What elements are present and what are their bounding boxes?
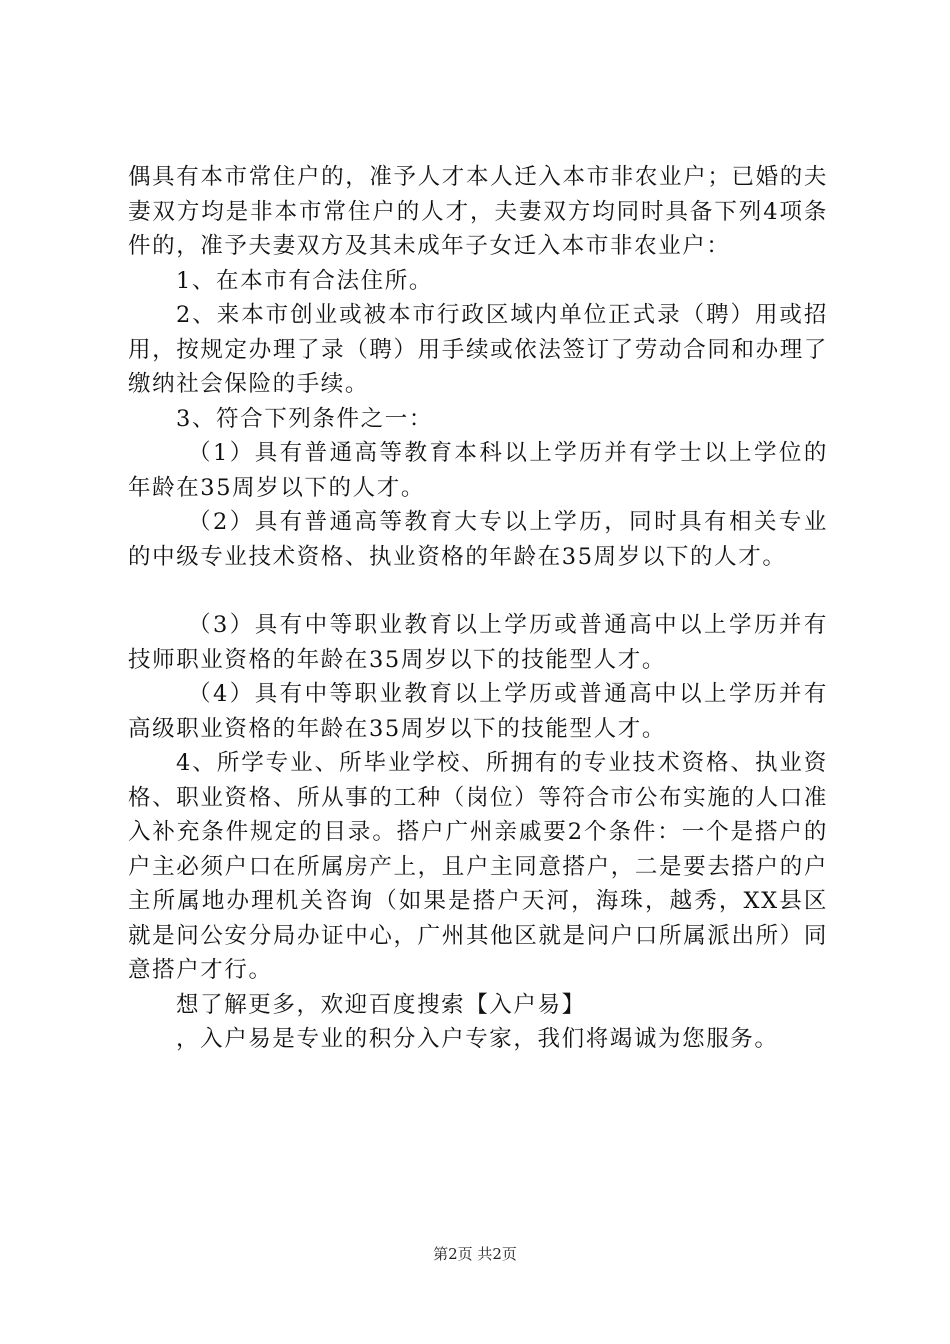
paragraph-gap [128,574,828,608]
document-body [128,160,828,1057]
paragraph-search-hint: 想了解更多，欢迎百度搜索【入户易】 [176,991,586,1018]
paragraph-subitem-4: （4）具有中等职业教育以上学历或普通高中以上学历并有高级职业资格的年龄在35周岁以下的技能型人才。 [128,681,828,742]
paragraph-intro: 偶具有本市常住户的，准予人才本人迁入本市非农业户；已婚的夫妻双方均是非本市常住户的人才，夫妻双方均同时具备下列4项条件的，准予夫妻双方及其未成年子女迁入本市非农业户： [128,164,828,259]
paragraph-subitem-2: （2）具有普通高等教育大专以上学历，同时具有相关专业的中级专业技术资格、执业资格的年龄在35周岁以下的人才。 [128,509,828,570]
paragraph-item-2: 2、来本市创业或被本市行政区域内单位正式录（聘）用或招用，按规定办理了录（聘）用手续或依法签订了劳动合同和办理了缴纳社会保险的手续。 [128,302,828,397]
paragraph-item-4: 4、所学专业、所毕业学校、所拥有的专业技术资格、执业资格、职业资格、所从事的工种（岗位）等符合市公布实施的人口准入补充条件规定的目录。搭户广州亲戚要2个条件：一个是搭户的户主必须户口在所属房产上，且户主同意搭户，二是要去搭户的户主所属地办理机关咨询（如果是搭户天河，海珠，越秀，XX县区就是问公安分局办证中心，广州其他区就是问户口所属派出所）同意搭户才行。 [128,750,828,983]
paragraph-service-note: ，入户易是专业的积分入户专家，我们将竭诚为您服务。 [176,1026,779,1052]
paragraph-subitem-1: （1）具有普通高等教育本科以上学历并有学士以上学位的年龄在35周岁以下的人才。 [128,440,828,501]
paragraph-item-1: 1、在本市有合法住所。 [176,267,433,294]
paragraph-subitem-3: （3）具有中等职业教育以上学历或普通高中以上学历并有技师职业资格的年龄在35周岁以下的技能型人才。 [128,612,828,673]
page-number-footer: 第2页 共2页 [433,1245,517,1263]
paragraph-item-3: 3、符合下列条件之一： [176,405,433,432]
